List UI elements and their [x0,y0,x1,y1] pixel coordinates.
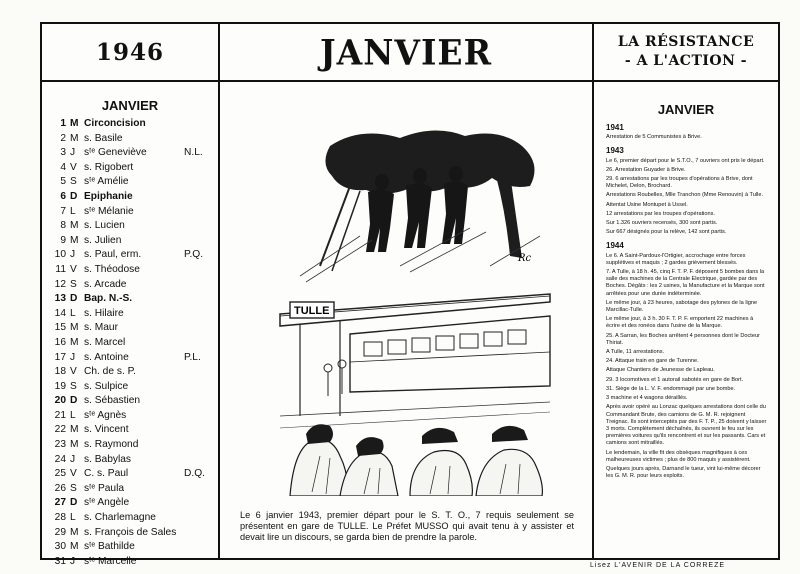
day-row [42,219,218,234]
weekday-letter: D [70,497,78,509]
chronology-entry: 24. Attaque train en gare de Turenne. [606,358,699,365]
moon-phase [184,161,218,176]
weekday-letter: M [70,541,79,553]
moon-phase: P.Q. [184,249,204,261]
weekday-letter: V [70,161,77,173]
weekday-letter: J [70,249,76,261]
events-1944 [606,253,768,481]
weekday-letter: M [70,234,79,246]
weekday-letter: L [70,205,76,217]
day-number: 17 [54,351,66,363]
chronology-text [606,124,768,482]
weekday-letter: M [70,132,79,144]
day-row [42,467,218,482]
saint-name: Circoncision [84,118,146,129]
day-number: 23 [54,439,66,451]
day-number: 6 [60,190,66,202]
moon-phase [184,453,218,468]
day-number: 21 [54,409,66,421]
chronology-year-1943: 1943 [606,146,624,156]
day-number: 12 [54,278,66,290]
weekday-letter: J [70,453,76,465]
weekday-letter: S [70,482,77,494]
chronology-entry: 25. A Sarran, les Boches arrêtent 4 personnes dont le Docteur Thiriat. [606,332,760,346]
moon-phase [184,511,218,526]
weekday-letter: D [70,190,78,202]
weekday-letter: D [70,395,78,407]
moon-phase [184,555,218,570]
day-row [42,511,218,526]
weekday-letter: D [70,293,78,305]
day-number: 9 [60,234,66,246]
weekday-letter: J [70,147,76,159]
day-row [42,190,218,205]
day-number: 1 [60,118,66,129]
chronology-entry: Après avoir opéré au Lonzac quelques arrestations dont celle du Commandant Brute, des camions de G. M. R. rejoignent Treignac. Ils sont interceptés par des F. T. P., 25 doivent y laisser 3 morts. Complètement déchaînés, ils ouvrent le feu sur les premières voitures qu'ils rencontrent et sur les passants. Cars et camions sont mitraillés. [606,404,767,447]
day-number: 24 [54,453,66,465]
chronology-entry: Attentat Usine Montupet à Ussel. [606,201,688,208]
weekday-letter: V [70,263,77,275]
weekday-letter: M [70,424,79,436]
chronology-entry: Quelques jours après, Darnand le tueur, vint lui-même décorer les G. M. R. pour leurs exploits. [606,465,761,480]
saint-name: s. Lucien [84,220,125,232]
moon-phase [184,117,218,132]
saint-name: s. Sébastien [84,395,141,407]
saint-name: C. s. Paul [84,468,129,480]
chronology-entry: Arrestation de 5 Communistes à Brive. [606,134,702,141]
chronology-month-label: JANVIER [657,102,715,117]
saint-name: sᵗᵉ Marcelle [84,555,137,567]
day-row [42,482,218,497]
weekday-letter: M [70,439,79,451]
weekday-letter: M [70,220,79,232]
railway-station-illustration [260,116,560,496]
moon-phase [184,175,218,190]
moon-phase [184,526,218,541]
saint-name: sᵗᵉ Geneviève [84,147,147,159]
moon-phase [184,307,218,322]
chronology-entry: 31. Siège de la L. V. F. endommagé par une bombe. [606,385,736,392]
weekday-letter: M [70,526,79,538]
day-row [42,175,218,190]
moon-phase [184,219,218,234]
resistance-column [592,24,778,558]
day-number: 18 [54,366,66,378]
moon-phase [184,132,218,147]
saint-name: Bap. N.-S. [84,293,133,305]
chronology-entry: Le lendemain, la ville fit des obsèques magnifiques à ces malheureuses victimes ; plus de 800 maquis y assistèrent. [606,449,751,463]
calendar-column [42,24,220,567]
resistance-title-line1: LA RÉSISTANCE [617,34,755,50]
chronology-year-1941: 1941 [606,123,624,132]
moon-phase [184,234,218,249]
chronology-entry: Arrestations Roubelles, Mlle Tranchon (Mme Renouvin) à Tulle. [606,192,764,199]
day-number: 7 [60,205,66,217]
saint-name: s. Raymond [84,439,139,451]
saint-name: Epiphanie [84,190,133,202]
events-1941 [606,134,768,141]
artist-signature: Rc [518,253,532,264]
illustration-caption: Le 6 janvier 1943, premier départ pour le S. T. O., 7 requis seulement se présentent en gare de TULLE. Le Préfet MUSSO qui avait tenu à y assister et devait lire un discours, se garda bien de prendre la parole. [240,510,574,542]
saint-name: s. Sulpice [84,380,129,392]
saint-name: s. Hilaire [84,307,124,319]
moon-phase [184,482,218,497]
day-number: 22 [54,424,66,436]
moon-phase [184,190,218,205]
moon-phase [184,278,218,293]
moon-phase: P.L. [184,351,201,363]
saint-name: s. Arcade [84,278,127,290]
saint-name: s. Paul, erm. [84,249,142,261]
day-number: 8 [60,220,66,232]
weekday-letter: L [70,512,76,524]
day-number: 26 [54,482,66,494]
calendar-month-label: JANVIER [101,98,159,113]
day-number: 13 [54,293,66,305]
day-row [42,394,218,409]
saint-name: s. Rigobert [84,161,134,173]
day-row [42,540,218,555]
weekday-letter: J [70,555,76,567]
saint-name: s. Théodose [84,263,140,275]
day-row [42,351,218,366]
day-number: 31 [54,555,66,567]
saint-name: s. François de Sales [84,526,177,538]
weekday-letter: L [70,307,76,319]
station-sign-text: TULLE [294,305,330,317]
day-row [42,307,218,322]
saint-name: Ch. de s. P. [84,366,136,378]
chronology-entry: 29. 3 locomotives et 1 autorail sabotés en gare de Bort. [606,376,744,383]
chronology-entry: A Tulle, 11 arrestations. [606,349,665,356]
day-number: 4 [60,161,66,173]
day-list [42,117,218,569]
weekday-letter: J [70,351,76,363]
day-row [42,453,218,468]
moon-phase: D.Q. [184,468,205,480]
events-1943 [606,158,768,237]
moon-phase: N.L. [184,147,203,159]
weekday-letter: S [70,176,77,188]
chronology-entry: Le 6. A Saint-Pardoux-l'Ortigier, accrochage entre forces supplétives et maquis ; 2 gardes grièvement blessés. [606,252,746,266]
day-row [42,205,218,220]
chronology-entry: 26. Arrestation Guyader à Brive. [606,166,686,173]
saint-name: sᵗᵉ Amélie [84,176,129,188]
moon-phase [184,394,218,409]
month-header [220,24,592,82]
day-row [42,336,218,351]
day-row [42,380,218,395]
day-row [42,263,218,278]
moon-phase [184,496,218,511]
day-number: 10 [54,249,66,261]
day-number: 20 [54,395,66,407]
day-number: 19 [54,380,66,392]
moon-phase [184,438,218,453]
weekday-letter: S [70,278,77,290]
weekday-letter: V [70,366,77,378]
chronology-entry: 7. A Tulle, à 18 h. 45, cinq F. T. P. F. déposent 5 bombes dans la salle des machines de la Centrale Electrique, gardée par des Boches. Dégâts : les 2 usines, la Manufacture et la Marque sont arrêtées pour une durée indéterminée. [606,269,765,297]
weekday-letter: L [70,409,76,421]
day-number: 25 [54,468,66,480]
chronology-entry: Le même jour, à 23 heures, sabotage des pylones de la ligne Marcillac-Tulle. [606,299,758,314]
day-row [42,496,218,511]
saint-name: s. Julien [84,234,122,246]
moon-phase [184,205,218,220]
saint-name: s. Vincent [84,424,129,436]
day-row [42,409,218,424]
day-row [42,132,218,147]
day-row [42,117,218,132]
day-number: 29 [54,526,66,538]
day-row [42,278,218,293]
chronology-entry: Sur 667 désignés pour la relève, 142 sont partis. [606,229,727,236]
illustration-column [220,24,592,558]
saint-name: sᵗᵉ Angèle [84,497,130,509]
saint-name: sᵗᵉ Paula [84,482,125,494]
day-row [42,321,218,336]
weekday-letter: S [70,380,77,392]
moon-phase [184,292,218,307]
saint-name: s. Marcel [84,336,126,348]
day-row [42,248,218,263]
moon-phase [184,423,218,438]
chronology-entry: Le même jour, à 3 h. 30 F. T. P. F. emportent 22 machines à écrire et des ronéos dans l'usine de la Marque. [606,316,754,330]
chronology-year-1944: 1944 [606,241,624,251]
day-number: 15 [54,322,66,334]
day-row [42,365,218,380]
chronology-entry: 29. 6 arrestations par les troupes d'opérations à Brive, dont Michelet, Delon, Brochard. [606,176,753,190]
day-row [42,234,218,249]
moon-phase [184,409,218,424]
moon-phase [184,365,218,380]
saint-name: sᵗᵉ Mélanie [84,205,134,217]
chronology-entry: 3 machine et 4 wagons déraillés. [606,395,688,402]
moon-phase [184,321,218,336]
day-row [42,292,218,307]
day-row [42,438,218,453]
day-number: 16 [54,336,66,348]
day-number: 30 [54,541,66,553]
day-row [42,146,218,161]
day-number: 5 [60,176,66,188]
footer-advert: Lisez L'AVENIR DE LA CORREZE [590,562,726,569]
day-number: 11 [55,263,66,275]
moon-phase [184,380,218,395]
day-row [42,423,218,438]
weekday-letter: M [70,118,79,129]
resistance-header [594,24,778,82]
chronology-entry: 12 arrestations par les troupes d'opérations. [606,210,715,217]
month-title: JANVIER [320,31,492,73]
year-header [42,24,218,82]
chronology-entry: Sur 1.326 ouvriers recensés, 300 sont partis. [606,220,718,227]
day-number: 28 [54,512,66,524]
day-number: 3 [60,147,66,159]
moon-phase [184,263,218,278]
day-row [42,526,218,541]
saint-name: s. Babylas [84,453,131,465]
saint-name: s. Antoine [84,351,129,363]
resistance-title-line2: - A L'ACTION - [624,53,748,69]
saint-name: s. Charlemagne [84,512,156,524]
weekday-letter: M [70,336,79,348]
saint-name: sᵗᵉ Bathilde [84,541,135,553]
saint-name: sᵗᵉ Agnès [84,409,127,421]
day-number: 27 [54,497,66,509]
saint-name: s. Basile [84,132,123,144]
moon-phase [184,540,218,555]
year-label: 1946 [95,38,164,66]
day-row [42,161,218,176]
weekday-letter: M [70,322,79,334]
weekday-letter: V [70,468,77,480]
saint-name: s. Maur [84,322,118,334]
chronology-entry: Attaque Chantiers de Jeunesse de Lapleau. [606,367,715,374]
day-number: 14 [54,307,66,319]
chronology-entry: Le 6, premier départ pour le S.T.O., 7 ouvriers ont pris le départ. [606,157,765,164]
day-row [42,555,218,570]
moon-phase [184,336,218,351]
day-number: 2 [60,132,66,144]
